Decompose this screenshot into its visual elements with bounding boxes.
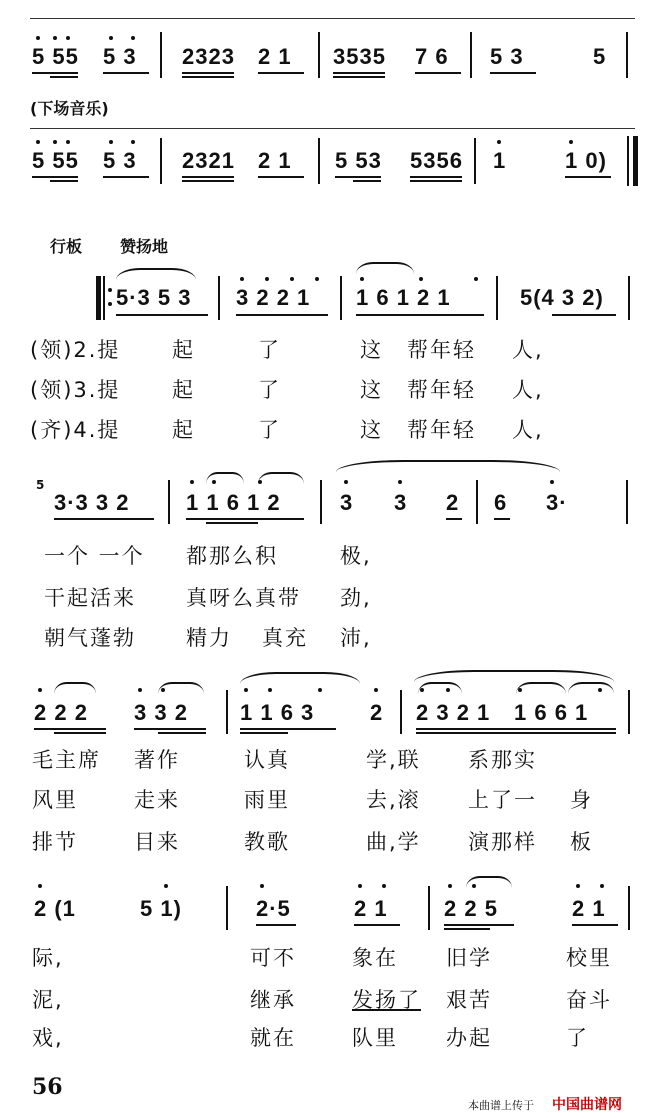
lyric: 了 — [566, 1026, 589, 1050]
page-number: 56 — [32, 1074, 63, 1100]
note-group: 5 1) — [140, 896, 182, 921]
lyric: 帮年轻 — [407, 378, 476, 402]
note-group: 5356 — [410, 148, 463, 173]
note-group: 5 3 — [103, 44, 137, 69]
note: 6 — [494, 490, 508, 515]
lyric: 真充 — [262, 626, 308, 650]
grace-note: 5 — [36, 478, 45, 492]
barline — [400, 690, 402, 734]
note-group: 1 1 6 3 — [240, 700, 315, 725]
note-group: 2 1 — [258, 148, 292, 173]
note-group: 2 1 — [258, 44, 292, 69]
lyric: 毛主席 — [32, 748, 101, 772]
lyric: 队里 — [352, 1026, 398, 1050]
lyric: 板 — [570, 830, 593, 854]
staff-rule — [30, 18, 635, 19]
note-group: 1 — [493, 148, 507, 173]
lyric: 帮年轻 — [407, 418, 476, 442]
note: 2 — [446, 490, 460, 515]
note: 2 — [370, 700, 384, 725]
lyric: 就在 — [250, 1026, 296, 1050]
lyric: 排节 — [32, 830, 78, 854]
lyric: 起 — [172, 378, 195, 402]
barline — [626, 32, 628, 78]
note: 3 — [340, 490, 354, 515]
note-group: 5 53 — [335, 148, 382, 173]
note-group: 3535 — [333, 44, 386, 69]
lyric: 可不 — [250, 946, 296, 970]
note-group: 5 3 — [490, 44, 524, 69]
barline — [474, 138, 476, 184]
lyric: 继承 — [250, 988, 296, 1012]
note-group: 3 2 2 1 — [236, 285, 311, 310]
note-group: 3 3 2 — [134, 700, 188, 725]
lyric: (领)2.提 — [30, 338, 121, 362]
lyric: 办起 — [446, 1026, 492, 1050]
lyric: 戏, — [32, 1026, 64, 1050]
lyric: 人, — [512, 378, 544, 402]
lyric: 起 — [172, 418, 195, 442]
lyric: 奋斗 — [566, 988, 612, 1012]
note-group: 1 6 1 2 1 — [356, 285, 451, 310]
lyric: 这 — [360, 378, 383, 402]
note-group: 5 55 — [32, 44, 79, 69]
lyric: 目来 — [134, 830, 180, 854]
lyric: 劲, — [340, 586, 372, 610]
lyric: 演那样 — [468, 830, 537, 854]
barline — [628, 690, 630, 734]
barline — [340, 276, 342, 320]
barline — [160, 32, 162, 78]
barline — [626, 480, 628, 524]
lyric: 风里 — [32, 788, 78, 812]
lyric: 这 — [360, 418, 383, 442]
lyric: (齐)4.提 — [30, 418, 121, 442]
barline — [628, 276, 630, 320]
lyric: 都那么积 — [186, 544, 278, 568]
interlude-label: (下场音乐) — [30, 99, 109, 118]
note-group: 2 3 2 1 — [416, 700, 491, 725]
note: 3· — [546, 490, 568, 515]
barline — [320, 480, 322, 524]
lyric: 教歌 — [244, 830, 290, 854]
expression-marking: 赞扬地 — [120, 237, 169, 256]
staff-rule — [30, 128, 635, 129]
lyric: 际, — [32, 946, 64, 970]
barline — [168, 480, 170, 524]
note-group: 2323 — [182, 44, 235, 69]
lyric: 雨里 — [244, 788, 290, 812]
barline — [627, 136, 629, 186]
lyric: 上了一 — [468, 788, 537, 812]
note-group: 5(4 3 2) — [520, 285, 604, 310]
note-group: 5 3 — [103, 148, 137, 173]
lyric: 学,联 — [366, 748, 421, 772]
barline — [628, 886, 630, 930]
note: 3 — [394, 490, 408, 515]
lyric: 走来 — [134, 788, 180, 812]
lyric: 著作 — [134, 748, 180, 772]
final-barline — [633, 136, 638, 186]
barline — [318, 138, 320, 184]
barline — [318, 32, 320, 78]
lyric: 极, — [340, 544, 372, 568]
note-group: 1 0) — [565, 148, 607, 173]
lyric: 这 — [360, 338, 383, 362]
lyric: 起 — [172, 338, 195, 362]
lyric: 校里 — [566, 946, 612, 970]
note-group: 3·3 3 2 — [54, 490, 130, 515]
lyric: (领)3.提 — [30, 378, 121, 402]
barline — [226, 886, 228, 930]
lyric: 了 — [258, 338, 281, 362]
note-group: 1 6 6 1 — [514, 700, 589, 725]
lyric: 身 — [570, 788, 593, 812]
barline — [470, 32, 472, 78]
brand-logo: 中国曲谱网 — [552, 1097, 622, 1113]
lyric: 系那实 — [468, 748, 537, 772]
barline — [218, 276, 220, 320]
note-group: 7 6 — [415, 44, 449, 69]
lyric: 艰苦 — [446, 988, 492, 1012]
lyric: 朝气蓬勃 — [44, 626, 136, 650]
lyric: 人, — [512, 418, 544, 442]
note-group: 5 — [593, 44, 607, 69]
lyric: 了 — [258, 418, 281, 442]
lyric: 沛, — [340, 626, 372, 650]
barline — [226, 690, 228, 734]
lyric: 帮年轻 — [407, 338, 476, 362]
barline — [428, 886, 430, 930]
lyric: 人, — [512, 338, 544, 362]
lyric: 真呀么真带 — [186, 586, 301, 610]
lyric: 旧学 — [446, 946, 492, 970]
note-group: 5·3 5 3 — [116, 285, 192, 310]
footer-credit: 本曲谱上传于 — [468, 1099, 534, 1112]
lyric: 去,滚 — [366, 788, 421, 812]
note-group: 2321 — [182, 148, 235, 173]
lyric: 精力 — [186, 626, 232, 650]
lyric: 了 — [258, 378, 281, 402]
lyric: 一个 一个 — [44, 544, 145, 568]
barline — [496, 276, 498, 320]
lyric: 泥, — [32, 988, 64, 1012]
repeat-start-barline — [96, 276, 101, 320]
note-group: 5 55 — [32, 148, 79, 173]
note-group: 1 1 6 1 2 — [186, 490, 281, 515]
note-group: 2·5 — [256, 896, 291, 921]
barline — [476, 480, 478, 524]
lyric: 干起活来 — [44, 586, 136, 610]
note-group: 2 2 5 — [444, 896, 498, 921]
lyric: 曲,学 — [366, 830, 421, 854]
note-group: 2 (1 — [34, 896, 76, 921]
barline — [160, 138, 162, 184]
note-group: 2 2 2 — [34, 700, 88, 725]
note-group: 2 1 — [572, 896, 606, 921]
lyric-underlined: 发扬了 — [352, 988, 421, 1012]
note-group: 2 1 — [354, 896, 388, 921]
lyric: 认真 — [244, 748, 290, 772]
lyric: 象在 — [352, 946, 398, 970]
tempo-marking: 行板 — [50, 237, 83, 256]
